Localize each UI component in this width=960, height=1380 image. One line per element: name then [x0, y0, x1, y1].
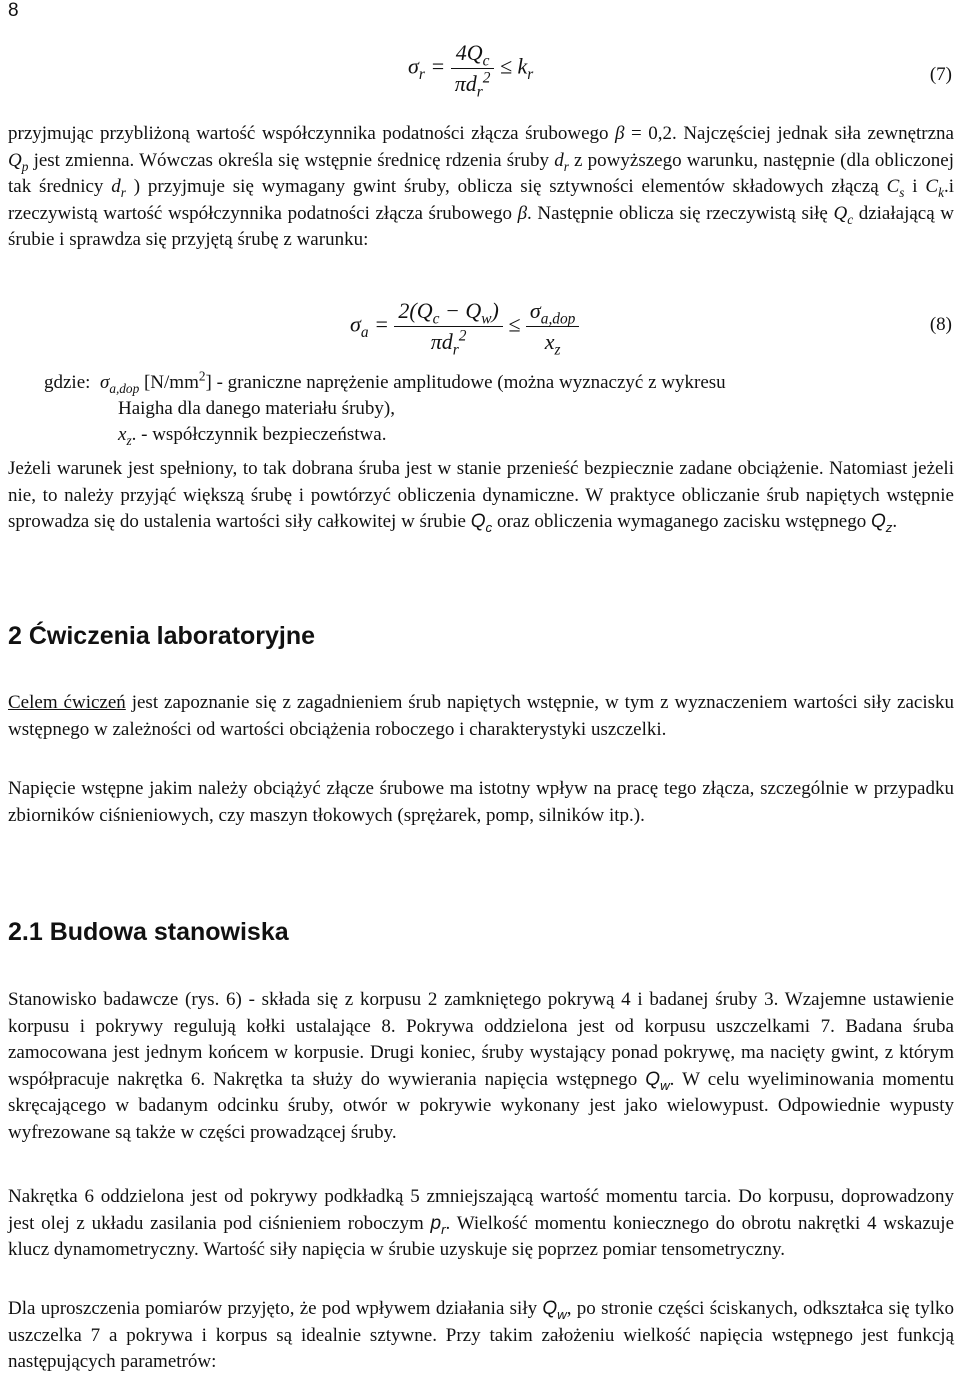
equation-7: $\sigma_r$ = $\frac{4Q_c}{\pi d_r^2}$ ≤ $k_r$: [408, 40, 534, 101]
equation-7-number: (7): [929, 64, 952, 85]
equation-8-number: (8): [929, 314, 952, 335]
paragraph-7: Dla uproszczenia pomiarów przyjęto, że pod wpływem działania siły $Q_w$, po stronie części ściskanych, odkształca się tylko uszczelka 7 a pokrywa i korpus są idealnie sztywne. Przy takim założeniu wielkość napięcia wstępnego jest funkcją następujących parametrów:: [8, 1298, 954, 1372]
paragraph-3: Celem ćwiczeń jest zapoznanie się z zagadnieniem śrub napiętych wstępnie, w tym z wyznaczeniem wartości siły zacisku wstępnego w zależności od wartości obciążenia roboczego i charakterystyki uszczelki.: [8, 692, 954, 740]
equation-8: $\sigma_a$ = $\frac{2(Q_c - Q_w)}{\pi d_r^2}$ ≤ $\frac{\sigma_{a,dop}}{x_z}$: [350, 298, 579, 355]
section-heading-2: 2 Ćwiczenia laboratoryjne: [8, 622, 316, 650]
page-number: 8: [8, 0, 19, 21]
paragraph-1: przyjmując przybliżoną wartość współczynnika podatności złącza śrubowego β = 0,2. Najczęściej jednak siła zewnętrzna $Q_p$ jest zmienna. Wówczas określa się wstępnie średnicę rdzenia śruby $d_r$ z powyższego warunku, następnie (dla obliczonej tak średnicy $d_r$ ) przyjmuje się wymagany gwint śruby, oblicza się sztywności elementów składowych złączą $C_s$ i $C_k.i$ rzeczywistą wartość współczynnika podatności złącza śrubowego β. Następnie oblicza się rzeczywistą siłę $Q_c$ działającą w śrubie i sprawdza się przyjętą śrubę z warunku:: [8, 123, 955, 250]
definition-sigma-cont: Haigha dla danego materiału śruby),: [118, 398, 395, 419]
definitions-list: [44, 370, 954, 448]
paragraph-2: Jeżeli warunek jest spełniony, to tak dobrana śruba jest w stanie przenieść bezpiecznie zadane obciążenie. Natomiast jeżeli nie, to należy przyjąć większą śrubę i powtórzyć obliczenia dynamiczne. W praktyce obliczanie śrub napiętych wstępnie sprowadza się do ustalenia wartości siły całkowitej w śrubie $Q_c$ oraz obliczenia wymaganego zacisku wstępnego $Q_z$.: [8, 458, 954, 535]
definition-xz: $x_z$. - współczynnik bezpieczeństwa.: [118, 424, 387, 448]
paragraph-6: Nakrętka 6 oddzielona jest od pokrywy podkładką 5 zmniejszającą wartość momentu tarcia. Do korpusu, doprowadzony jest olej z układu zasilania pod ciśnieniem roboczym $p_r$. Wielkość momentu koniecznego do obrotu nakrętki 4 wskazuje klucz dynamometryczny. Wartość siły napięcia w śrubie uzyskuje się poprzez pomiar tensometryczny.: [8, 1186, 955, 1260]
paragraph-5: Stanowisko badawcze (rys. 6) - składa się z korpusu 2 zamkniętego pokrywą 4 i badanej śruby 3. Wzajemne ustawienie korpusu i pokrywy regulują kołki ustalające 8. Pokrywa oddzielona jest od korpusu uszczelkami 7. Badana śruba zamocowana jest jednym końcem w korpusie. Drugi koniec, śruby wystający ponad pokrywę, ma nacięty gwint, z którym współpracuje nakrętka 6. Nakrętka ta służy do wywierania napięcia wstępnego $Q_w$. W celu wyeliminowania momentu skręcającego w badanym odcinku śruby, otwór w pokrywie wykonany jest jako wielowypust. Odpowiednie wypusty wyfrezowane są także w części prowadzącej śruby.: [8, 989, 954, 1143]
paragraph-4: Napięcie wstępne jakim należy obciążyć złącze śrubowe ma istotny wpływ na pracę tego złącza, szczególnie w przypadku zbiorników ciśnieniowych, czy maszyn tłokowych (sprężarek, pomp, silników itp.).: [8, 778, 954, 826]
definition-sigma: gdzie: $\sigma_{a,dop}$ $[N/mm^2]$ - graniczne naprężenie amplitudowe (można wyznaczyć z wykresu: [44, 368, 726, 396]
section-heading-2-1: 2.1 Budowa stanowiska: [8, 918, 289, 946]
